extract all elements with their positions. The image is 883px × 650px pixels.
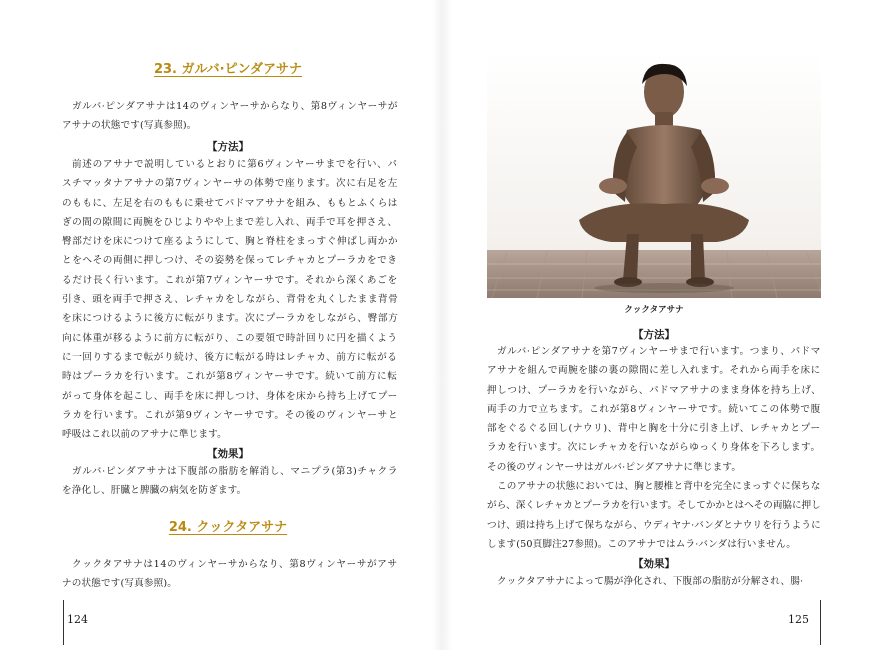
effect-paragraph-right bbox=[487, 572, 821, 591]
page-number-right: 125 bbox=[788, 613, 809, 626]
text-line: このアサナの状態においては、胸と腰椎と背中を完全にまっすぐに保ちな bbox=[497, 481, 821, 492]
text-line: がら、深くレチャカとプーラカを行います。そしてかかとはへその両脇に押し bbox=[487, 500, 821, 512]
text-line: 前述のアサナで説明しているとおりに第6ヴィンヤーサまでを行い、パ bbox=[72, 159, 398, 170]
text-line: に一回りするまで転がり続け、後方に転がる時はレチャカ、前方に転がる bbox=[62, 351, 398, 363]
section-title-kukkutasana: 24. クックタアサナ bbox=[168, 520, 288, 535]
text-line: るだけ長く行います。これが第7ヴィンヤーサです。それから深くあごを bbox=[62, 274, 398, 286]
text-line: 呼吸はこれ以前のアサナに準じます。 bbox=[62, 429, 227, 441]
text-line: ガルバ·ピンダアサナを第7ヴィンヤーサまで行います。つまり、パドマ bbox=[497, 346, 821, 357]
text-line: を床につけるように後方に転がります。次にプーラカをしながら、臀部方 bbox=[62, 313, 399, 325]
text-line: とをへその両側に押しつけ、その姿勢を保ってレチャカとプーラカをでき bbox=[62, 255, 398, 267]
text-line: がって身体を起こし、両手を床に押しつけ、身体を床から持ち上げてプー bbox=[62, 390, 398, 402]
text-line: クックタアサナによって腸が浄化され、下腹部の脂肪が分解され、腸· bbox=[497, 576, 804, 587]
text-line: ラカを行います。次にレチャカを行いながらゆっくり身体を下ろします。 bbox=[487, 442, 821, 454]
yoga-pose-illustration bbox=[487, 52, 821, 298]
page-number-rule-left bbox=[63, 600, 64, 645]
text-line: ぎの間の隙間に両腕をひじよりやや上まで差し入れ、両手で耳を押さえ、 bbox=[62, 216, 398, 228]
text-line: 部をぐるぐる回し(ナウリ)、背中と胸を十分に引き上げ、レチャカとプー bbox=[487, 423, 821, 435]
text-line: 両手の力で立ちます。これが第8ヴィンヤーサです。続いてこの体勢で腹 bbox=[487, 403, 821, 415]
text-line: アサナを組んで両腕を膝の裏の隙間に差し入れます。それから両手を床に bbox=[487, 365, 821, 377]
text-line: ナの状態です(写真参照)。 bbox=[62, 578, 177, 590]
effect-paragraph bbox=[62, 462, 398, 501]
text-line: のももに、左足を右のももに乗せてパドマアサナを組み、ももとふくらは bbox=[62, 197, 398, 209]
page-number-left: 124 bbox=[67, 613, 88, 626]
text-line: クックタアサナは14のヴィンヤーサからなり、第8ヴィンヤーサがアサ bbox=[72, 559, 398, 570]
text-line: その後のヴィンヤーサはガルバ·ピンダアサナに準じます。 bbox=[487, 461, 742, 473]
book-gutter bbox=[432, 0, 452, 650]
text-line: つけ、頭は持ち上げて保ちながら、ウディヤナ·バンダとナウリを行うように bbox=[487, 519, 821, 531]
method-paragraph bbox=[62, 155, 398, 444]
text-line: 臀部だけを床につけて座るようにして、胸と脊柱をまっすぐ伸ばし両かか bbox=[62, 236, 399, 248]
text-line: アサナの状態です(写真参照)。 bbox=[62, 120, 197, 132]
text-line: ラカを行います。これが第9ヴィンヤーサです。その後のヴィンヤーサと bbox=[62, 409, 399, 421]
kukkutasana-photo bbox=[487, 52, 821, 298]
text-line: 向に体重が移るように前方に転がり、この要領で時計回りに円を描くよう bbox=[62, 332, 398, 344]
text-line: ガルバ·ピンダアサナは下腹部の脂肪を解消し、マニプラ(第3)チャクラ bbox=[72, 466, 399, 477]
intro-paragraph bbox=[62, 97, 398, 136]
effect-heading-right: 【効果】 bbox=[633, 558, 675, 570]
effect-heading: 【効果】 bbox=[207, 448, 249, 460]
text-line: を浄化し、肝臓と脾臓の病気を防ぎます。 bbox=[62, 485, 247, 497]
method-heading: 【方法】 bbox=[207, 141, 249, 153]
text-line: スチマッタナアサナの第7ヴィンヤーサの体勢で座ります。次に右足を左 bbox=[62, 178, 399, 190]
method-heading-right: 【方法】 bbox=[633, 329, 675, 341]
state-paragraph bbox=[487, 477, 821, 554]
text-line: 引き、頭を両手で押さえ、レチャカをしながら、背骨を丸くしたまま背骨 bbox=[62, 294, 399, 306]
text-line: します(50頁脚注27参照)。このアサナではムラ·バンダは行いません。 bbox=[487, 538, 797, 550]
method-paragraph-right bbox=[487, 342, 821, 477]
kukkutasana-intro-paragraph bbox=[62, 555, 398, 594]
section-title-garbha-pindasana: 23. ガルバ·ピンダアサナ bbox=[153, 62, 303, 77]
text-line: 時はプーラカを行います。これが第8ヴィンヤーサです。続いて前方に転 bbox=[62, 371, 398, 383]
photo-caption: クックタアサナ bbox=[624, 305, 684, 315]
text-line: 押しつけ、プーラカを行いながら、パドマアサナのまま身体を持ち上げ、 bbox=[487, 384, 822, 396]
page-number-rule-right bbox=[820, 600, 821, 645]
text-line: ガルバ·ピンダアサナは14のヴィンヤーサからなり、第8ヴィンヤーサが bbox=[72, 101, 399, 112]
